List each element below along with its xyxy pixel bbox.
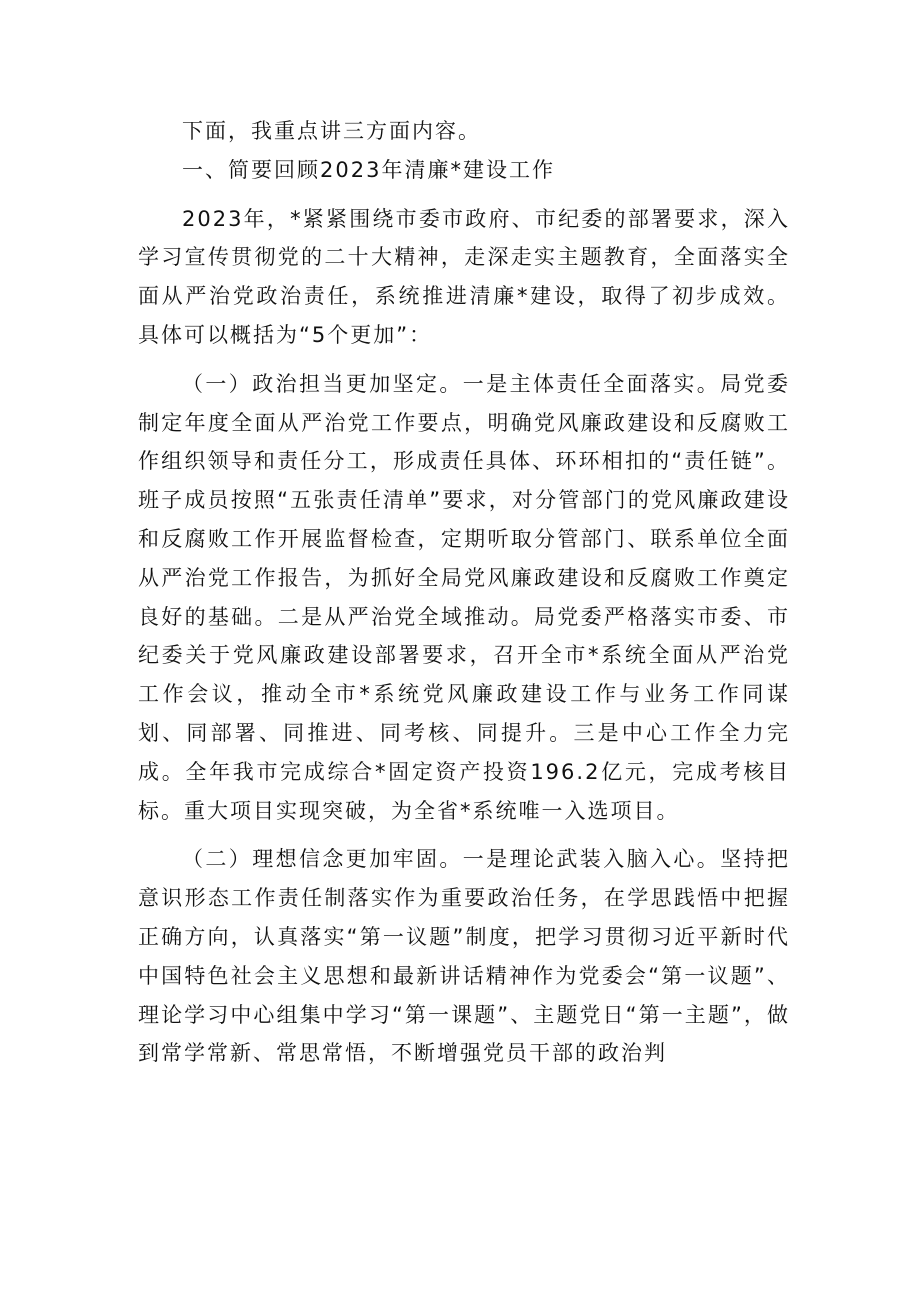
document-body <box>138 112 790 1073</box>
ideals-beliefs-paragraph: （二）理想信念更加牢固。一是理论武装入脑入心。坚持把意识形态工作责任制落实作为重要政治任务，在学思践悟中把握正确方向，认真落实“第一议题”制度，把学习贯彻习近平新时代中国特色社会主义思想和最新讲话精神作为党委会“第一议题”、理论学习中心组集中学习“第一课题”、主题党日“第一主题”，做到常学常新、常思常悟，不断增强党员干部的政治判 <box>138 847 790 1066</box>
intro-paragraph: 下面，我重点讲三方面内容。 <box>182 119 481 143</box>
political-responsibility-paragraph: （一）政治担当更加坚定。一是主体责任全面落实。局党委制定年度全面从严治党工作要点，明确党风廉政建设和反腐败工作组织领导和责任分工，形成责任具体、环环相扣的“责任链”。班子成员按照“五张责任清单”要求，对分管部门的党风廉政建设和反腐败工作开展监督检查，定期听取分管部门、联系单位全面从严治党工作报告，为抓好全局党风廉政建设和反腐败工作奠定良好的基础。二是从严治党全域推动。局党委严格落实市委、市纪委关于党风廉政建设部署要求，召开全市*系统全面从严治党工作会议，推动全市*系统党风廉政建设工作与业务工作同谋划、同部署、同推进、同考核、同提升。三是中心工作全力完成。全年我市完成综合*固定资产投资196.2亿元，完成考核目标。重大项目实现突破，为全省*系统唯一入选项目。 <box>138 371 790 823</box>
section-heading: 一、简要回顾2023年清廉*建设工作 <box>182 157 555 182</box>
summary-paragraph: 2023年，*紧紧围绕市委市政府、市纪委的部署要求，深入学习宣传贯彻党的二十大精神，走深走实主题教育，全面落实全面从严治党政治责任，系统推进清廉*建设，取得了初步成效。具体可以概括为“5个更加”： <box>138 206 790 347</box>
